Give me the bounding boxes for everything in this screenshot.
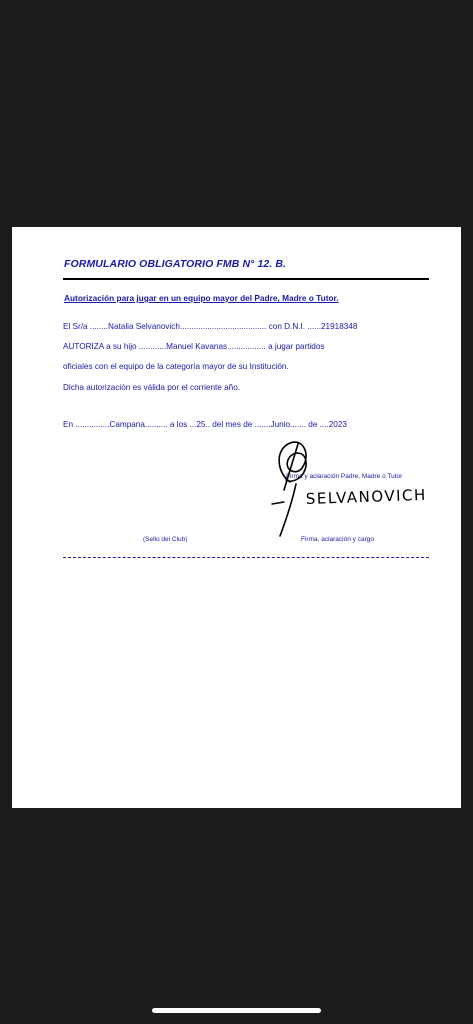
club-seal-label: (Sello del Club) — [143, 536, 188, 543]
authorizer-line: El Sr/a ........Natalia Selvanovich...................................... con D.N.I. ......21918348 — [63, 322, 358, 331]
authorized-child-line: AUTORIZA a su hijo ............Manuel Kavanas................. a jugar partidos — [63, 342, 325, 351]
handwritten-signature — [262, 432, 437, 542]
dotted-divider — [63, 557, 429, 558]
parent-signature-caption: Firma y aclaración Padre, Madre o Tutor — [286, 473, 403, 480]
title-rule — [63, 278, 429, 280]
club-signature-label: Firma, aclaración y cargo — [301, 536, 374, 543]
category-line: oficiales con el equipo de la categoría mayor de su Institución. — [63, 362, 289, 371]
signature-text: SELVANOVICH — [305, 485, 428, 508]
document-page — [12, 227, 461, 808]
form-title: FORMULARIO OBLIGATORIO FMB N° 12. B. — [64, 258, 287, 270]
home-indicator[interactable] — [152, 1008, 321, 1013]
validity-line: Dicha autorización es válida por el corriente año. — [63, 383, 241, 392]
place-date-line: En ...............Campana.......... a los ...25.. del mes de .......Junio....... de ....2023 — [63, 420, 347, 429]
form-subtitle: Autorización para jugar en un equipo mayor del Padre, Madre o Tutor. — [64, 293, 339, 303]
